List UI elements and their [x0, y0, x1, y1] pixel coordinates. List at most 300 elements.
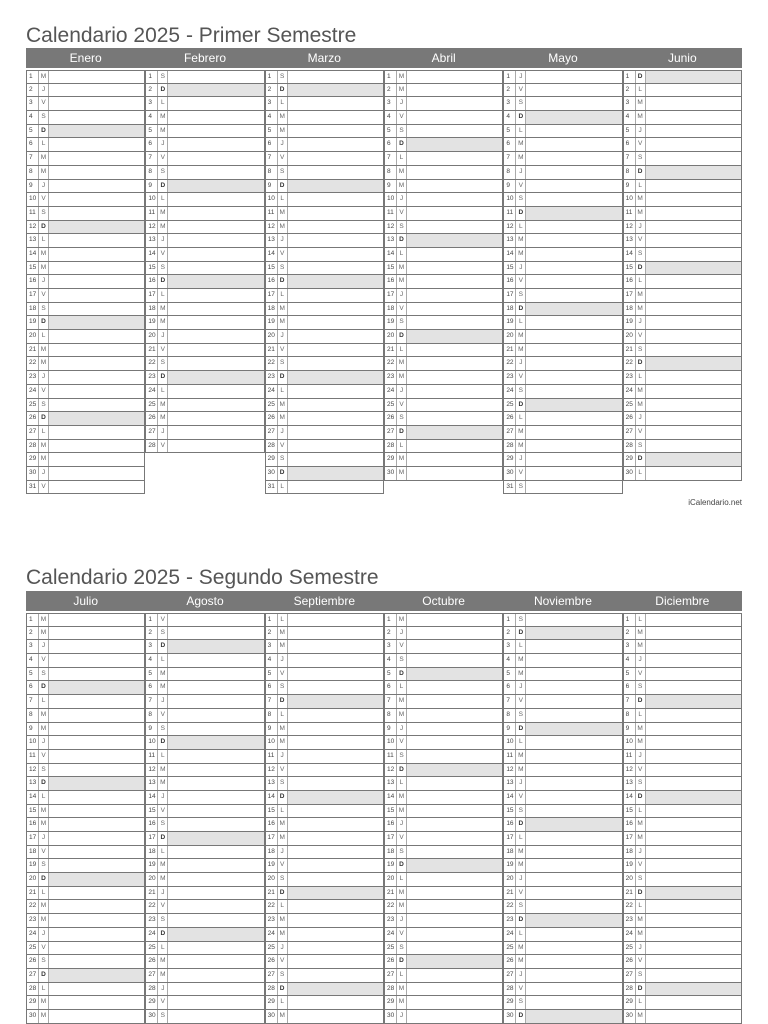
day-note-space [407, 764, 502, 777]
day-note-space [407, 654, 502, 667]
day-number: 18 [624, 303, 636, 316]
day-row [503, 138, 622, 152]
weekday-letter: M [278, 1010, 288, 1023]
day-number: 10 [27, 736, 39, 749]
day-row [384, 873, 503, 887]
weekday-letter: V [516, 887, 526, 900]
day-number: 27 [624, 426, 636, 439]
day-number: 20 [385, 330, 397, 343]
day-note-space [407, 887, 502, 900]
weekday-letter: M [158, 955, 168, 968]
day-note-space [646, 193, 741, 206]
weekday-letter: L [39, 234, 49, 247]
day-row [384, 330, 503, 344]
day-row [623, 125, 742, 139]
day-row [503, 996, 622, 1010]
day-note-space [288, 357, 383, 370]
month-header: Junio [623, 48, 742, 68]
day-note-space [646, 399, 741, 412]
day-number: 21 [146, 887, 158, 900]
day-row [623, 467, 742, 481]
weekday-letter: M [516, 138, 526, 151]
day-row [503, 371, 622, 385]
weekday-letter: M [39, 152, 49, 165]
day-row [623, 750, 742, 764]
day-number: 20 [146, 873, 158, 886]
day-number: 8 [27, 166, 39, 179]
day-row [265, 928, 384, 942]
day-note-space [168, 832, 263, 845]
day-number: 15 [624, 805, 636, 818]
day-note-space [646, 440, 741, 453]
day-row [503, 805, 622, 819]
day-number: 26 [266, 412, 278, 425]
day-number: 7 [385, 152, 397, 165]
day-note-space [407, 207, 502, 220]
day-number: 13 [624, 777, 636, 790]
day-number: 3 [624, 640, 636, 653]
day-row [265, 303, 384, 317]
weekday-letter: V [636, 234, 646, 247]
day-note-space [646, 900, 741, 913]
day-number: 16 [504, 275, 516, 288]
month-header: Mayo [503, 48, 622, 68]
day-row [265, 385, 384, 399]
day-note-space [168, 846, 263, 859]
day-number: 31 [27, 481, 39, 494]
day-note-space [288, 955, 383, 968]
weekday-letter: J [516, 681, 526, 694]
weekday-letter: M [158, 777, 168, 790]
day-row [26, 764, 145, 778]
day-number: 14 [266, 791, 278, 804]
day-row [503, 70, 622, 84]
weekday-letter: M [516, 668, 526, 681]
day-note-space [168, 983, 263, 996]
day-note-space [526, 1010, 621, 1023]
day-note-space [168, 614, 263, 626]
weekday-letter: M [39, 357, 49, 370]
day-row [623, 234, 742, 248]
day-note-space [407, 955, 502, 968]
day-number: 26 [624, 955, 636, 968]
weekday-letter: M [158, 873, 168, 886]
day-number: 10 [385, 736, 397, 749]
month-header: Febrero [145, 48, 264, 68]
day-list [384, 613, 503, 1024]
day-note-space [49, 84, 144, 97]
day-note-space [646, 887, 741, 900]
weekday-letter: V [636, 764, 646, 777]
weekday-letter: V [397, 303, 407, 316]
day-row [384, 832, 503, 846]
day-row [145, 303, 264, 317]
day-number: 12 [266, 221, 278, 234]
day-number: 17 [146, 832, 158, 845]
day-note-space [168, 248, 263, 261]
day-number: 28 [624, 440, 636, 453]
day-note-space [49, 207, 144, 220]
day-number: 2 [266, 627, 278, 640]
day-note-space [49, 832, 144, 845]
day-note-space [288, 764, 383, 777]
weekday-letter: M [278, 303, 288, 316]
day-row [503, 357, 622, 371]
day-number: 23 [27, 371, 39, 384]
day-row [145, 1010, 264, 1024]
day-number: 16 [266, 275, 278, 288]
day-row [145, 750, 264, 764]
weekday-letter: D [278, 467, 288, 480]
day-number: 9 [146, 180, 158, 193]
day-note-space [526, 777, 621, 790]
day-note-space [168, 887, 263, 900]
day-note-space [168, 942, 263, 955]
day-number: 25 [385, 399, 397, 412]
day-row [145, 84, 264, 98]
day-row [503, 887, 622, 901]
weekday-letter: V [278, 152, 288, 165]
day-number: 12 [385, 221, 397, 234]
day-note-space [288, 791, 383, 804]
day-row [623, 344, 742, 358]
month-column [503, 591, 622, 1024]
day-note-space [168, 805, 263, 818]
day-number: 5 [504, 125, 516, 138]
day-number: 13 [146, 234, 158, 247]
day-note-space [288, 440, 383, 453]
day-note-space [168, 627, 263, 640]
weekday-letter: M [397, 695, 407, 708]
day-note-space [526, 262, 621, 275]
day-number: 8 [146, 709, 158, 722]
day-note-space [168, 303, 263, 316]
day-note-space [407, 723, 502, 736]
weekday-letter: S [278, 357, 288, 370]
day-number: 17 [385, 289, 397, 302]
weekday-letter: J [636, 750, 646, 763]
day-note-space [407, 125, 502, 138]
weekday-letter: D [39, 681, 49, 694]
day-note-space [526, 614, 621, 626]
day-row [26, 207, 145, 221]
day-note-space [288, 942, 383, 955]
day-number: 9 [27, 180, 39, 193]
weekday-letter: V [516, 695, 526, 708]
day-number: 19 [504, 859, 516, 872]
day-row [623, 681, 742, 695]
day-number: 8 [624, 709, 636, 722]
weekday-letter: D [636, 887, 646, 900]
weekday-letter: D [636, 791, 646, 804]
day-note-space [49, 262, 144, 275]
day-row [623, 969, 742, 983]
day-list [503, 70, 622, 494]
weekday-letter: M [39, 900, 49, 913]
day-row [623, 791, 742, 805]
day-number: 6 [146, 138, 158, 151]
day-number: 11 [624, 207, 636, 220]
day-note-space [168, 914, 263, 927]
day-row [265, 709, 384, 723]
weekday-letter: M [278, 640, 288, 653]
day-row [384, 818, 503, 832]
day-row [265, 736, 384, 750]
day-number: 24 [624, 928, 636, 941]
day-note-space [646, 180, 741, 193]
day-note-space [646, 928, 741, 941]
day-note-space [49, 152, 144, 165]
day-number: 26 [266, 955, 278, 968]
day-row [623, 303, 742, 317]
day-note-space [407, 193, 502, 206]
day-row [265, 900, 384, 914]
day-note-space [646, 654, 741, 667]
weekday-letter: J [636, 412, 646, 425]
day-note-space [168, 928, 263, 941]
day-number: 7 [146, 695, 158, 708]
day-row [265, 481, 384, 495]
day-note-space [407, 166, 502, 179]
day-note-space [49, 330, 144, 343]
day-number: 18 [504, 303, 516, 316]
day-number: 7 [266, 695, 278, 708]
weekday-letter: D [158, 832, 168, 845]
weekday-letter: L [636, 805, 646, 818]
day-row [503, 426, 622, 440]
weekday-letter: M [158, 399, 168, 412]
day-number: 6 [146, 681, 158, 694]
day-row [265, 955, 384, 969]
day-row [265, 969, 384, 983]
day-note-space [646, 668, 741, 681]
day-number: 13 [624, 234, 636, 247]
weekday-letter: V [278, 859, 288, 872]
day-row [145, 426, 264, 440]
day-note-space [168, 969, 263, 982]
day-note-space [49, 316, 144, 329]
weekday-letter: L [636, 996, 646, 1009]
day-number: 30 [266, 467, 278, 480]
day-number: 1 [504, 71, 516, 83]
day-note-space [288, 371, 383, 384]
day-note-space [526, 248, 621, 261]
day-row [26, 357, 145, 371]
weekday-letter: S [516, 996, 526, 1009]
day-note-space [49, 723, 144, 736]
weekday-letter: D [516, 1010, 526, 1023]
day-row [26, 983, 145, 997]
weekday-letter: S [278, 873, 288, 886]
weekday-letter: V [278, 344, 288, 357]
day-number: 29 [266, 996, 278, 1009]
day-row [265, 668, 384, 682]
weekday-letter: M [516, 942, 526, 955]
month-column [384, 48, 503, 494]
weekday-letter: V [278, 248, 288, 261]
day-row [265, 221, 384, 235]
day-row [623, 832, 742, 846]
day-row [145, 248, 264, 262]
day-number: 4 [385, 111, 397, 124]
weekday-letter: M [39, 818, 49, 831]
day-row [623, 357, 742, 371]
day-note-space [646, 640, 741, 653]
day-number: 19 [146, 859, 158, 872]
day-number: 30 [385, 467, 397, 480]
day-row [145, 111, 264, 125]
weekday-letter: D [39, 873, 49, 886]
day-number: 17 [266, 289, 278, 302]
day-number: 5 [266, 125, 278, 138]
day-note-space [526, 750, 621, 763]
day-number: 19 [266, 316, 278, 329]
day-number: 29 [27, 996, 39, 1009]
day-number: 4 [624, 111, 636, 124]
day-row [384, 1010, 503, 1024]
day-number: 7 [385, 695, 397, 708]
day-note-space [646, 262, 741, 275]
weekday-letter: D [158, 180, 168, 193]
weekday-letter: S [39, 399, 49, 412]
day-number: 29 [624, 996, 636, 1009]
day-number: 9 [385, 180, 397, 193]
weekday-letter: S [39, 111, 49, 124]
day-number: 12 [27, 764, 39, 777]
day-number: 8 [504, 709, 516, 722]
day-note-space [526, 859, 621, 872]
day-note-space [407, 152, 502, 165]
weekday-letter: L [39, 138, 49, 151]
day-row [265, 859, 384, 873]
day-number: 10 [266, 736, 278, 749]
day-note-space [526, 152, 621, 165]
day-number: 12 [27, 221, 39, 234]
day-note-space [49, 97, 144, 110]
day-row [503, 193, 622, 207]
day-row [623, 723, 742, 737]
day-note-space [646, 207, 741, 220]
day-row [384, 316, 503, 330]
day-number: 14 [504, 791, 516, 804]
weekday-letter: V [158, 152, 168, 165]
day-row [623, 846, 742, 860]
day-note-space [49, 371, 144, 384]
day-number: 23 [385, 914, 397, 927]
day-note-space [168, 412, 263, 425]
day-row [26, 681, 145, 695]
day-note-space [49, 289, 144, 302]
day-row [265, 846, 384, 860]
day-number: 18 [385, 303, 397, 316]
day-number: 25 [146, 399, 158, 412]
day-note-space [288, 316, 383, 329]
day-number: 22 [385, 900, 397, 913]
day-note-space [526, 84, 621, 97]
weekday-letter: J [516, 71, 526, 83]
day-number: 8 [27, 709, 39, 722]
weekday-letter: D [39, 316, 49, 329]
day-note-space [526, 832, 621, 845]
day-row [265, 371, 384, 385]
weekday-letter: M [39, 248, 49, 261]
day-list [26, 613, 145, 1024]
day-note-space [646, 84, 741, 97]
weekday-letter: J [397, 289, 407, 302]
day-row [145, 275, 264, 289]
day-note-space [49, 873, 144, 886]
day-note-space [288, 681, 383, 694]
weekday-letter: M [516, 859, 526, 872]
day-number: 19 [27, 316, 39, 329]
month-header: Septiembre [265, 591, 384, 611]
day-row [265, 440, 384, 454]
day-note-space [646, 275, 741, 288]
day-note-space [168, 125, 263, 138]
weekday-letter: M [39, 344, 49, 357]
day-note-space [168, 193, 263, 206]
day-row [384, 627, 503, 641]
day-row [623, 613, 742, 627]
weekday-letter: M [636, 111, 646, 124]
day-note-space [646, 152, 741, 165]
day-note-space [526, 627, 621, 640]
weekday-letter: D [397, 668, 407, 681]
weekday-letter: S [158, 262, 168, 275]
day-note-space [168, 695, 263, 708]
day-row [26, 900, 145, 914]
weekday-letter: V [39, 193, 49, 206]
weekday-letter: V [636, 330, 646, 343]
weekday-letter: M [516, 654, 526, 667]
day-row [503, 777, 622, 791]
day-row [623, 928, 742, 942]
month-header: Diciembre [623, 591, 742, 611]
weekday-letter: V [516, 371, 526, 384]
day-note-space [407, 357, 502, 370]
day-number: 14 [266, 248, 278, 261]
weekday-letter: M [278, 627, 288, 640]
day-row [623, 385, 742, 399]
day-row [384, 289, 503, 303]
weekday-letter: M [278, 207, 288, 220]
day-row [265, 681, 384, 695]
day-number: 11 [27, 207, 39, 220]
day-note-space [49, 942, 144, 955]
weekday-letter: D [397, 138, 407, 151]
day-number: 23 [385, 371, 397, 384]
day-row [503, 111, 622, 125]
day-note-space [288, 399, 383, 412]
weekday-letter: S [516, 289, 526, 302]
day-row [384, 900, 503, 914]
day-row [384, 207, 503, 221]
day-note-space [49, 71, 144, 83]
day-number: 16 [385, 818, 397, 831]
weekday-letter: M [278, 221, 288, 234]
day-row [265, 627, 384, 641]
day-row [384, 695, 503, 709]
day-note-space [407, 614, 502, 626]
day-row [384, 166, 503, 180]
weekday-letter: S [278, 453, 288, 466]
day-note-space [407, 873, 502, 886]
day-note-space [646, 138, 741, 151]
day-note-space [49, 695, 144, 708]
weekday-letter: J [397, 193, 407, 206]
day-number: 24 [266, 385, 278, 398]
weekday-letter: L [39, 695, 49, 708]
